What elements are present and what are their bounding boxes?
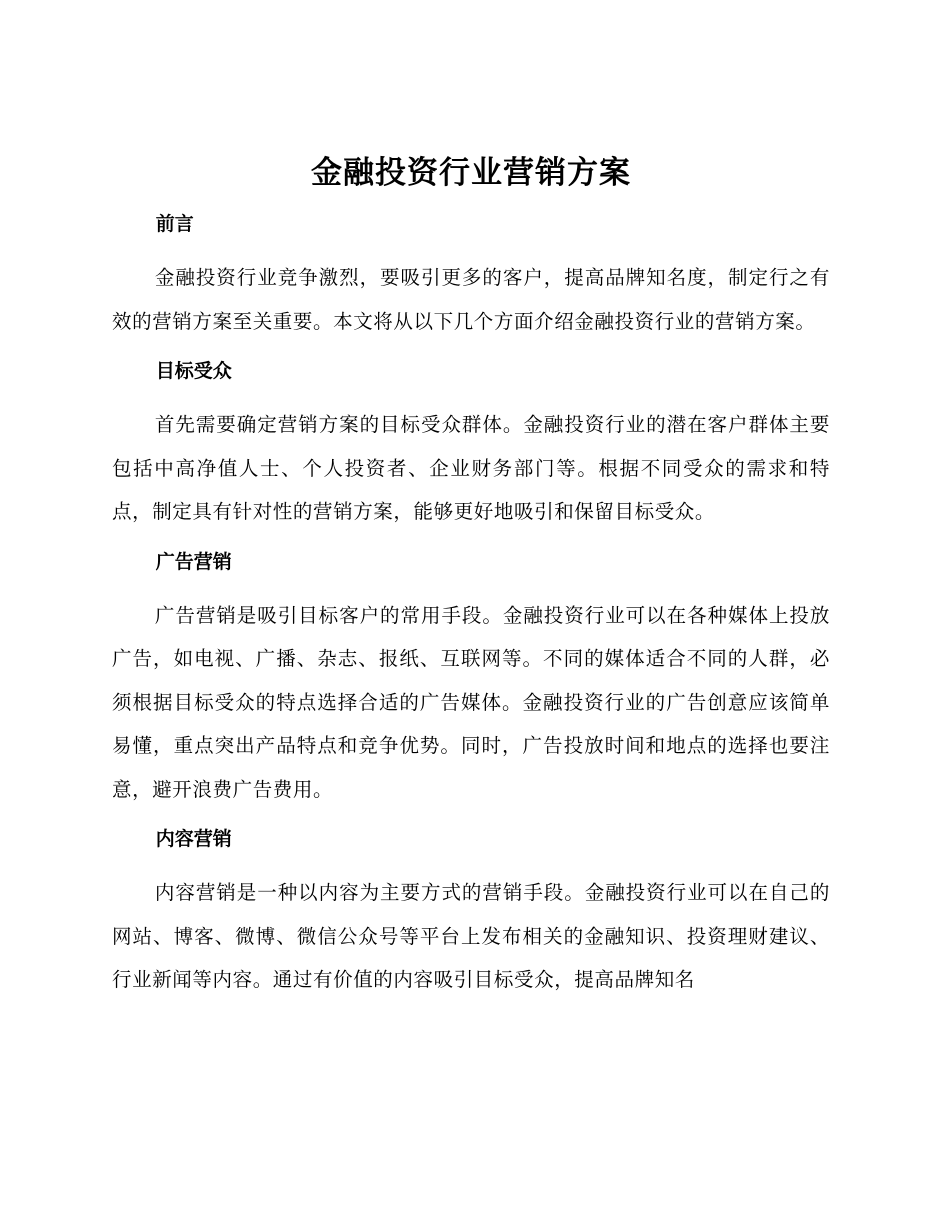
section-paragraph-preface: 金融投资行业竞争激烈，要吸引更多的客户，提高品牌知名度，制定行之有效的营销方案至关重要。本文将从以下几个方面介绍金融投资行业的营销方案。 [112,266,830,333]
document-title: 金融投资行业营销方案 [311,155,631,191]
document-page [112,150,830,1016]
section-heading-content-marketing: 内容营销 [155,828,232,850]
section-heading-advertising: 广告营销 [155,550,232,573]
section-heading-target-audience: 目标受众 [155,360,232,382]
section-paragraph-content-marketing: 内容营销是一种以内容为主要方式的营销手段。金融投资行业可以在自己的网站、博客、微博、微信公众号等平台上发布相关的金融知识、投资理财建议、行业新闻等内容。通过有价值的内容吸引目标受众，提高品牌知名 [112,881,830,991]
section-paragraph-target-audience: 首先需要确定营销方案的目标受众群体。金融投资行业的潜在客户群体主要包括中高净值人士、个人投资者、企业财务部门等。根据不同受众的需求和特点，制定具有针对性的营销方案，能够更好地吸引和保留目标受众。 [112,413,830,523]
section-heading-preface: 前言 [155,213,194,235]
section-paragraph-advertising: 广告营销是吸引目标客户的常用手段。金融投资行业可以在各种媒体上投放广告，如电视、广播、杂志、报纸、互联网等。不同的媒体适合不同的人群，必须根据目标受众的特点选择合适的广告媒体。金融投资行业的广告创意应该简单易懂，重点突出产品特点和竞争优势。同时，广告投放时间和地点的选择也要注意，避开浪费广告费用。 [112,603,830,801]
